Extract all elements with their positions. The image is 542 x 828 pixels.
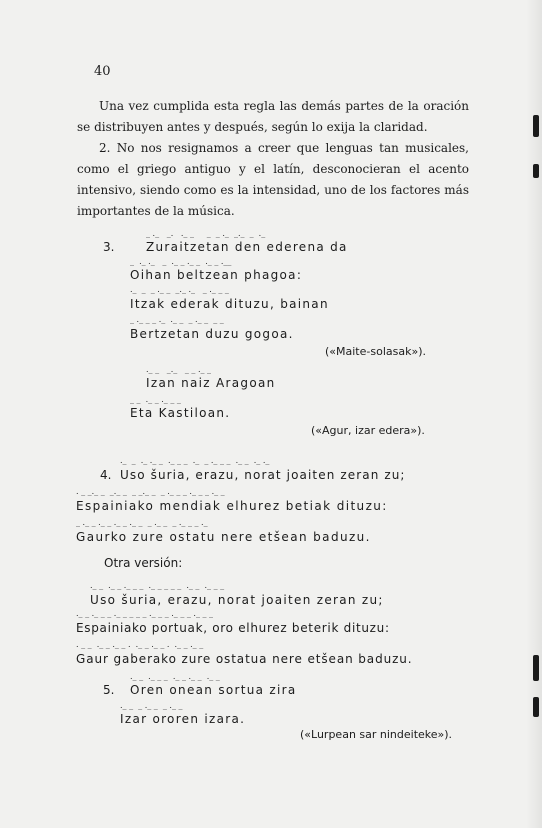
stress-marks: _ _ ._ _ ._ _ _ xyxy=(130,395,181,404)
verse-line: Oihan beltzean phagoa: xyxy=(130,268,303,282)
verse-line: Gaur gaberako zure ostatua nere etšean baduzu. xyxy=(76,652,413,666)
verse-line: Uso šuria, erazu, norat joaiten zeran zu; xyxy=(90,593,384,607)
stress-marks: ._ _ _._ _ _ ._ _ xyxy=(146,365,212,374)
stress-marks: _ ._ _. ._ _ _ _ ._ _._ _ ._ xyxy=(146,229,266,238)
verse-line: Bertzetan duzu gogoa. xyxy=(130,327,294,341)
binding-mark xyxy=(533,655,539,681)
stress-marks: ._ _ _ ._ _ _ ._ _ xyxy=(120,701,183,710)
verse-line: Espainiako mendiak elhurez betiak dituzu: xyxy=(76,499,388,513)
stress-marks: . _ _ ._ _ ._ _ . ._ _ ._ _ . ._ _ ._ _ xyxy=(76,640,204,649)
verse-line: Izar ororen izara. xyxy=(120,712,246,726)
stress-marks: ._ _ ._ _ _ ._ _ _ _ _ ._ _ _ ._ _ _ ._ _ _ xyxy=(76,609,214,618)
paragraph-2: 2. No nos resignamos a creer que lenguas tan musicales, como el griego antiguo y el latín, desconocieran el acento intensivo, siendo como es la intensidad, uno de los factores más importantes de la música. xyxy=(77,141,469,218)
binding-mark xyxy=(533,115,539,137)
verse-line: Uso šuria, erazu, norat joaiten zeran zu; xyxy=(120,468,406,482)
stress-marks: ._ _ ._ _ ._ _ _ ._ _ _ _ _ ._ _ ._ _ _ xyxy=(90,581,225,590)
paragraph-1: Una vez cumplida esta regla las demás partes de la oración se distribuyen antes y después, según lo exija la claridad. xyxy=(77,99,469,134)
stress-marks: _ ._ _ _ ._ ._ _ _ ._ _ _ _ xyxy=(130,315,224,324)
example-number: 5. xyxy=(103,683,115,697)
stress-marks: ._ _ ._ _ _ ._ _ ._ _ ._ _ xyxy=(130,672,220,681)
verse-line: Itzak ederak dituzu, bainan xyxy=(130,297,329,311)
verse-line: Zuraitzetan den ederena da xyxy=(146,240,348,254)
alternate-version-label: Otra versión: xyxy=(104,556,183,570)
verse-line: Gaurko zure ostatu nere etšean baduzu. xyxy=(76,530,371,544)
stress-marks: ._ _ _ ._ _ _._ ._ _ ._ _ _ xyxy=(130,285,229,294)
binding-mark xyxy=(533,697,539,717)
source-citation: («Lurpean sar nindeiteke»). xyxy=(300,728,453,741)
verse-line: Izan naiz Aragoan xyxy=(146,376,276,390)
example-number: 3. xyxy=(103,240,115,254)
verse-line: Espainiako portuak, oro elhurez beterik dituzu: xyxy=(76,621,390,635)
stress-marks: _ ._ _ ._ _ ._ _ ._ _ _ ._ _ _ ._ _ _ ._ xyxy=(76,518,208,527)
stress-marks: ._ _ ._ ._ _ ._ _ _ ._ _ ._ _ _ ._ _ ._ ._ xyxy=(120,456,270,465)
binding-mark xyxy=(533,164,539,178)
page-number: 40 xyxy=(94,64,111,79)
stress-marks: . _ _._ _ _._ _ _ _._ _ _ ._ _ _ ._ _ _ ._ _ xyxy=(76,487,225,496)
verse-line: Eta Kastiloan. xyxy=(130,406,231,420)
source-citation: («Maite-solasak»). xyxy=(325,345,426,358)
source-citation: («Agur, izar edera»). xyxy=(311,424,425,437)
stress-marks: _ ._ ._ _ ._ _ ._ _ ._ _ .__ xyxy=(130,257,232,266)
example-number: 4. xyxy=(100,468,112,482)
verse-line: Oren onean sortua zira xyxy=(130,683,297,697)
